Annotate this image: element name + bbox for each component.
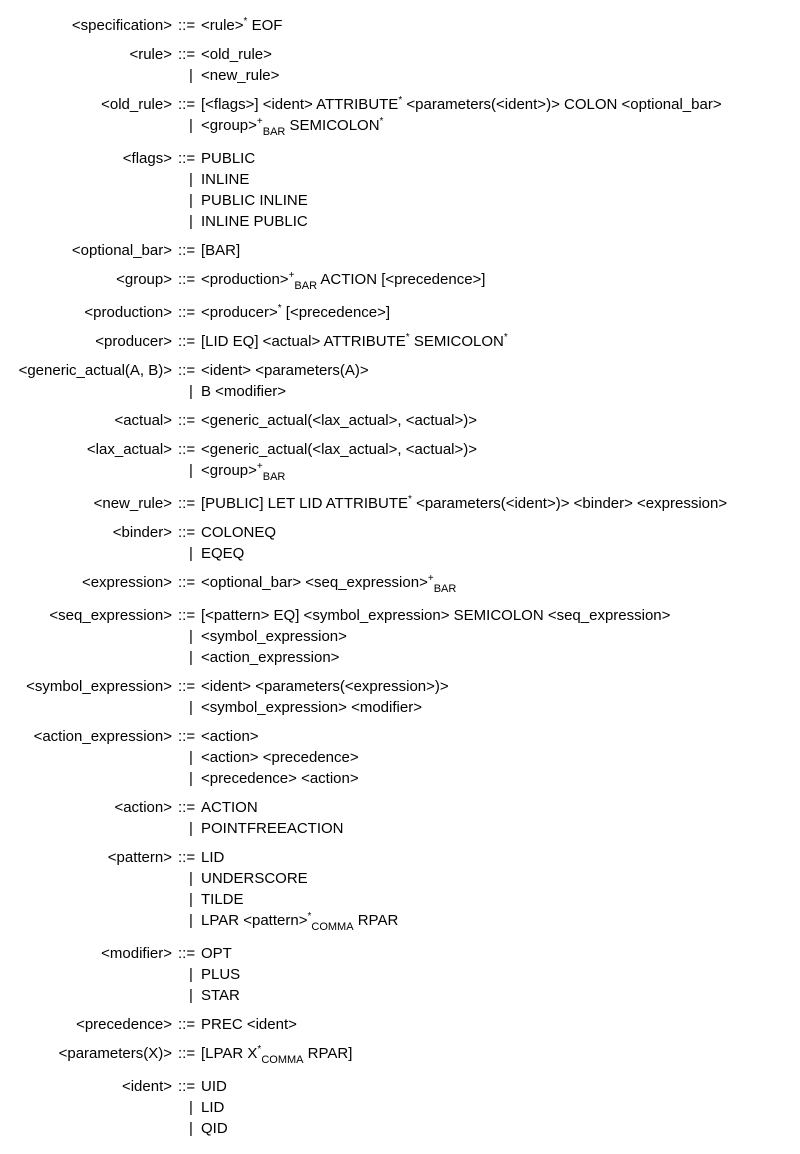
production-body bbox=[201, 726, 259, 747]
production-body bbox=[201, 15, 282, 36]
production-body bbox=[201, 331, 508, 352]
nonterminal-name: <ident> bbox=[121, 1078, 172, 1095]
alternative-separator: | bbox=[189, 966, 193, 983]
rule-line bbox=[0, 943, 800, 964]
rule-line bbox=[0, 493, 800, 514]
nonterminal-name: <precedence> bbox=[76, 1016, 172, 1033]
production-text: PLUS bbox=[201, 966, 241, 983]
production-body bbox=[201, 626, 347, 647]
rule-line bbox=[0, 1014, 800, 1035]
production-body bbox=[201, 269, 485, 290]
production-text: [LPAR X bbox=[201, 1045, 258, 1062]
nonterminal-name: <binder> bbox=[112, 524, 172, 541]
rule-line bbox=[0, 439, 800, 460]
production-body bbox=[201, 768, 359, 789]
production-text: LPAR <pattern> bbox=[201, 912, 308, 929]
production-text: [<pattern> EQ] <symbol_expression> SEMICOLON <seq_expression> bbox=[201, 607, 671, 624]
defines-operator: ::= bbox=[178, 495, 196, 512]
production-body bbox=[201, 985, 240, 1006]
alternative-line bbox=[0, 381, 800, 402]
production-body bbox=[201, 439, 477, 460]
alternative-separator: | bbox=[189, 749, 193, 766]
production-text: [<flags>] <ident> ATTRIBUTE bbox=[201, 96, 399, 113]
rule-line bbox=[0, 15, 800, 36]
production-body bbox=[201, 381, 286, 402]
production-body bbox=[201, 410, 477, 431]
production-text: <action_expression> bbox=[201, 649, 340, 666]
defines-operator: ::= bbox=[178, 271, 196, 288]
alternative-line bbox=[0, 626, 800, 647]
separator-subscript: BAR bbox=[433, 583, 457, 595]
production-text: LID bbox=[201, 849, 225, 866]
alternative-separator: | bbox=[189, 192, 193, 209]
alternative-separator: | bbox=[189, 117, 193, 134]
production-text: PREC <ident> bbox=[201, 1016, 297, 1033]
production-body bbox=[201, 889, 244, 910]
production-text: UNDERSCORE bbox=[201, 870, 308, 887]
alternative-line bbox=[0, 889, 800, 910]
production-body bbox=[201, 964, 240, 985]
alternative-separator: | bbox=[189, 545, 193, 562]
defines-operator: ::= bbox=[178, 728, 196, 745]
rule-line bbox=[0, 360, 800, 381]
repetition-marker: * bbox=[277, 303, 282, 314]
nonterminal-name: <new_rule> bbox=[93, 495, 172, 512]
production-body bbox=[201, 460, 285, 481]
production-body bbox=[201, 797, 258, 818]
rule-line bbox=[0, 847, 800, 868]
production-text: INLINE PUBLIC bbox=[201, 213, 308, 230]
rule-line bbox=[0, 240, 800, 261]
repetition-marker: * bbox=[398, 95, 403, 106]
alternative-line bbox=[0, 1097, 800, 1118]
alternative-line bbox=[0, 818, 800, 839]
nonterminal-name: <pattern> bbox=[107, 849, 172, 866]
production-body bbox=[201, 360, 369, 381]
alternative-line bbox=[0, 647, 800, 668]
alternative-separator: | bbox=[189, 1099, 193, 1116]
production-text: <precedence> <action> bbox=[201, 770, 359, 787]
rule-line bbox=[0, 726, 800, 747]
alternative-line bbox=[0, 65, 800, 86]
production-body bbox=[201, 943, 232, 964]
defines-operator: ::= bbox=[178, 150, 196, 167]
production-body bbox=[201, 910, 398, 931]
production-body bbox=[201, 605, 670, 626]
production-body bbox=[201, 868, 308, 889]
production-body bbox=[201, 190, 308, 211]
repetition-marker: * bbox=[405, 332, 410, 343]
production-text: <symbol_expression> bbox=[201, 628, 347, 645]
alternative-separator: | bbox=[189, 699, 193, 716]
alternative-line bbox=[0, 460, 800, 481]
production-body bbox=[201, 493, 727, 514]
production-body bbox=[201, 847, 224, 868]
production-text: TILDE bbox=[201, 891, 244, 908]
repetition-marker: + bbox=[256, 461, 263, 472]
alternative-separator: | bbox=[189, 891, 193, 908]
production-body bbox=[201, 44, 272, 65]
production-body bbox=[201, 1014, 297, 1035]
production-body bbox=[201, 169, 249, 190]
defines-operator: ::= bbox=[178, 362, 196, 379]
production-body bbox=[201, 1043, 352, 1064]
separator-subscript: COMMA bbox=[311, 921, 354, 933]
production-text: INLINE bbox=[201, 171, 250, 188]
production-text: PUBLIC INLINE bbox=[201, 192, 308, 209]
repetition-marker: * bbox=[379, 116, 384, 127]
production-text: <old_rule> bbox=[201, 46, 272, 63]
nonterminal-name: <action> bbox=[114, 799, 172, 816]
nonterminal-name: <actual> bbox=[114, 412, 172, 429]
repetition-marker: * bbox=[503, 332, 508, 343]
alternative-separator: | bbox=[189, 628, 193, 645]
production-text: <action> <precedence> bbox=[201, 749, 359, 766]
defines-operator: ::= bbox=[178, 849, 196, 866]
repetition-marker: * bbox=[408, 494, 412, 505]
alternative-line bbox=[0, 169, 800, 190]
production-text: <parameters(<ident>)> <binder> <expression> bbox=[411, 495, 728, 512]
production-text: ACTION bbox=[201, 799, 258, 816]
defines-operator: ::= bbox=[178, 412, 196, 429]
nonterminal-name: <parameters(X)> bbox=[58, 1045, 172, 1062]
alternative-separator: | bbox=[189, 383, 193, 400]
alternative-separator: | bbox=[189, 770, 193, 787]
defines-operator: ::= bbox=[178, 607, 196, 624]
repetition-marker: * bbox=[243, 16, 248, 27]
rule-line bbox=[0, 410, 800, 431]
repetition-marker: * bbox=[257, 1044, 262, 1055]
nonterminal-name: <optional_bar> bbox=[71, 242, 172, 259]
alternative-separator: | bbox=[189, 1120, 193, 1137]
defines-operator: ::= bbox=[178, 242, 196, 259]
production-text: [BAR] bbox=[201, 242, 241, 259]
defines-operator: ::= bbox=[178, 574, 196, 591]
alternative-separator: | bbox=[189, 213, 193, 230]
alternative-line bbox=[0, 747, 800, 768]
rule-line bbox=[0, 572, 800, 593]
defines-operator: ::= bbox=[178, 333, 196, 350]
production-text: POINTFREEACTION bbox=[201, 820, 344, 837]
defines-operator: ::= bbox=[178, 678, 196, 695]
production-body bbox=[201, 522, 276, 543]
defines-operator: ::= bbox=[178, 17, 196, 34]
alternative-line bbox=[0, 768, 800, 789]
nonterminal-name: <symbol_expression> bbox=[26, 678, 172, 695]
production-text: EOF bbox=[247, 17, 283, 34]
production-text: SEMICOLON bbox=[409, 333, 504, 350]
production-text: <new_rule> bbox=[201, 67, 280, 84]
rule-line bbox=[0, 1076, 800, 1097]
alternative-line bbox=[0, 868, 800, 889]
alternative-separator: | bbox=[189, 912, 193, 929]
separator-subscript: BAR bbox=[262, 126, 286, 138]
production-text: <ident> <parameters(A)> bbox=[201, 362, 369, 379]
production-body bbox=[201, 211, 308, 232]
production-body bbox=[201, 647, 339, 668]
production-text: QID bbox=[201, 1120, 228, 1137]
rule-line bbox=[0, 1043, 800, 1064]
production-body bbox=[201, 1076, 227, 1097]
production-text: <group> bbox=[201, 462, 257, 479]
production-text: B <modifier> bbox=[201, 383, 287, 400]
defines-operator: ::= bbox=[178, 304, 196, 321]
production-body bbox=[201, 1097, 224, 1118]
alternative-separator: | bbox=[189, 820, 193, 837]
nonterminal-name: <producer> bbox=[95, 333, 172, 350]
alternative-separator: | bbox=[189, 649, 193, 666]
production-text: PUBLIC bbox=[201, 150, 256, 167]
production-body bbox=[201, 697, 422, 718]
production-body bbox=[201, 1118, 228, 1139]
rule-line bbox=[0, 302, 800, 323]
production-text: <action> bbox=[201, 728, 259, 745]
rule-line bbox=[0, 605, 800, 626]
defines-operator: ::= bbox=[178, 1016, 196, 1033]
alternative-line bbox=[0, 211, 800, 232]
production-body bbox=[201, 148, 255, 169]
production-text: <generic_actual(<lax_actual>, <actual>)> bbox=[201, 441, 478, 458]
rule-line bbox=[0, 522, 800, 543]
production-text: UID bbox=[201, 1078, 227, 1095]
repetition-marker: * bbox=[307, 911, 312, 922]
production-text: SEMICOLON bbox=[285, 117, 380, 134]
alternative-line bbox=[0, 985, 800, 1006]
nonterminal-name: <specification> bbox=[71, 17, 172, 34]
nonterminal-name: <old_rule> bbox=[101, 96, 172, 113]
alternative-line bbox=[0, 1118, 800, 1139]
defines-operator: ::= bbox=[178, 46, 196, 63]
production-body bbox=[201, 572, 456, 593]
production-text: EQEQ bbox=[201, 545, 245, 562]
production-text: [PUBLIC] LET LID ATTRIBUTE bbox=[201, 495, 408, 512]
production-body bbox=[201, 302, 390, 323]
repetition-marker: + bbox=[256, 116, 263, 127]
production-text: [<precedence>] bbox=[281, 304, 391, 321]
separator-subscript: BAR bbox=[294, 280, 318, 292]
defines-operator: ::= bbox=[178, 524, 196, 541]
production-text: <parameters(<ident>)> COLON <optional_bar> bbox=[402, 96, 722, 113]
rule-line bbox=[0, 44, 800, 65]
production-body bbox=[201, 818, 344, 839]
production-text: <symbol_expression> <modifier> bbox=[201, 699, 422, 716]
nonterminal-name: <generic_actual(A, B)> bbox=[18, 362, 172, 379]
alternative-line bbox=[0, 190, 800, 211]
nonterminal-name: <action_expression> bbox=[33, 728, 172, 745]
production-text: LID bbox=[201, 1099, 225, 1116]
production-text: <rule> bbox=[201, 17, 244, 34]
production-text: RPAR] bbox=[303, 1045, 353, 1062]
production-text: COLONEQ bbox=[201, 524, 277, 541]
nonterminal-name: <rule> bbox=[129, 46, 172, 63]
production-text: <group> bbox=[201, 117, 257, 134]
production-text: ACTION [<precedence>] bbox=[317, 271, 486, 288]
nonterminal-name: <seq_expression> bbox=[49, 607, 172, 624]
defines-operator: ::= bbox=[178, 1078, 196, 1095]
nonterminal-name: <group> bbox=[116, 271, 172, 288]
production-body bbox=[201, 94, 722, 115]
production-body bbox=[201, 543, 244, 564]
repetition-marker: + bbox=[288, 270, 295, 281]
production-body bbox=[201, 115, 383, 136]
production-text: [LID EQ] <actual> ATTRIBUTE bbox=[201, 333, 406, 350]
defines-operator: ::= bbox=[178, 441, 196, 458]
production-body bbox=[201, 747, 359, 768]
production-body bbox=[201, 65, 279, 86]
repetition-marker: + bbox=[427, 573, 434, 584]
production-text: <producer> bbox=[201, 304, 278, 321]
separator-subscript: COMMA bbox=[261, 1054, 304, 1066]
defines-operator: ::= bbox=[178, 1045, 196, 1062]
alternative-line bbox=[0, 697, 800, 718]
alternative-separator: | bbox=[189, 870, 193, 887]
alternative-line bbox=[0, 964, 800, 985]
rule-line bbox=[0, 269, 800, 290]
nonterminal-name: <lax_actual> bbox=[86, 441, 172, 458]
nonterminal-name: <expression> bbox=[81, 574, 172, 591]
nonterminal-name: <production> bbox=[84, 304, 172, 321]
alternative-line bbox=[0, 543, 800, 564]
nonterminal-name: <modifier> bbox=[101, 945, 172, 962]
defines-operator: ::= bbox=[178, 945, 196, 962]
alternative-line bbox=[0, 910, 800, 931]
rule-line bbox=[0, 797, 800, 818]
alternative-line bbox=[0, 115, 800, 136]
alternative-separator: | bbox=[189, 987, 193, 1004]
production-text: <ident> <parameters(<expression>)> bbox=[201, 678, 449, 695]
rule-line bbox=[0, 148, 800, 169]
production-text: <generic_actual(<lax_actual>, <actual>)> bbox=[201, 412, 478, 429]
rule-line bbox=[0, 331, 800, 352]
separator-subscript: BAR bbox=[262, 471, 286, 483]
nonterminal-name: <flags> bbox=[122, 150, 172, 167]
production-text: RPAR bbox=[353, 912, 399, 929]
production-body bbox=[201, 676, 449, 697]
defines-operator: ::= bbox=[178, 96, 196, 113]
defines-operator: ::= bbox=[178, 799, 196, 816]
production-text: <optional_bar> <seq_expression> bbox=[201, 574, 428, 591]
alternative-separator: | bbox=[189, 67, 193, 84]
rule-line bbox=[0, 676, 800, 697]
production-text: STAR bbox=[201, 987, 240, 1004]
alternative-separator: | bbox=[189, 171, 193, 188]
rule-line bbox=[0, 94, 800, 115]
production-text: <production> bbox=[201, 271, 289, 288]
production-text: OPT bbox=[201, 945, 232, 962]
production-body bbox=[201, 240, 240, 261]
alternative-separator: | bbox=[189, 462, 193, 479]
